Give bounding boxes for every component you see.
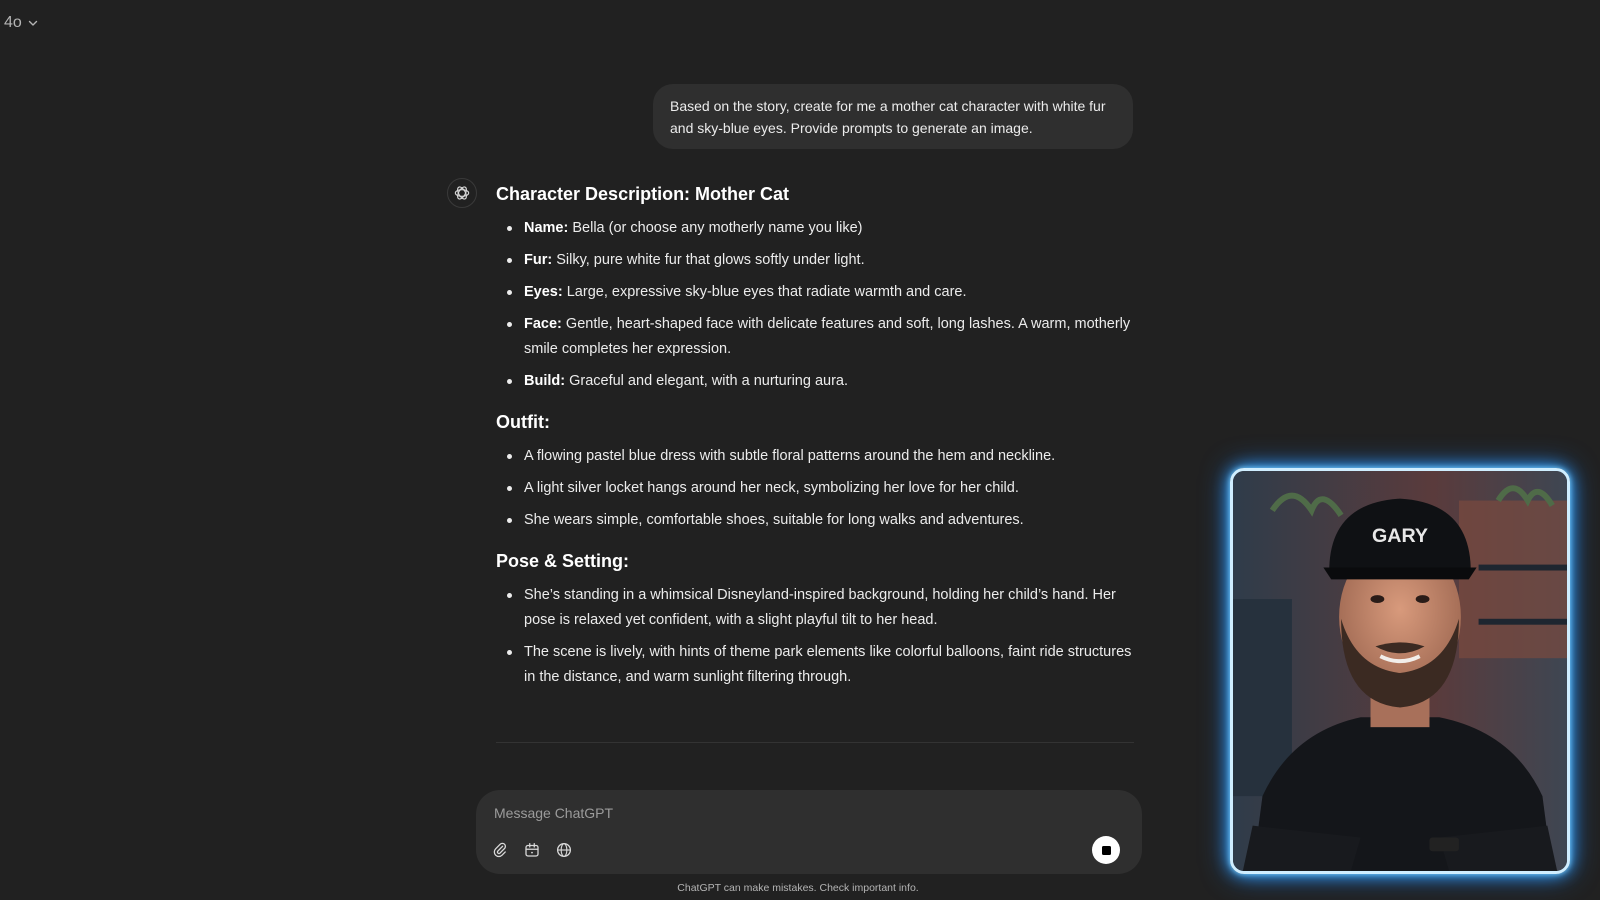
attach-icon (491, 841, 509, 859)
webcam-overlay (1230, 468, 1570, 874)
pose-heading: Pose & Setting: (496, 551, 630, 571)
item-text: Gentle, heart-shaped face with delicate features and soft, long lashes. A warm, motherly smile completes her expression. (524, 316, 1131, 357)
list-item (524, 280, 1136, 305)
composer (476, 790, 1142, 874)
divider (496, 742, 1134, 743)
composer-tools (490, 840, 574, 860)
item-text: Silky, pure white fur that glows softly under light. (552, 252, 865, 268)
stop-icon (1102, 846, 1111, 855)
item-text: Graceful and elegant, with a nurturing aura. (565, 373, 848, 389)
user-message-bubble: Based on the story, create for me a mother cat character with white fur and sky-blue eyes. Provide prompts to generate an image. (653, 84, 1133, 149)
list-item: She wears simple, comfortable shoes, suitable for long walks and adventures. (524, 508, 1136, 533)
item-text: Bella (or choose any motherly name you like) (568, 220, 863, 236)
model-label: 4o (4, 14, 22, 31)
list-item (524, 369, 1136, 394)
disclaimer-text: ChatGPT can make mistakes. Check important info. (677, 882, 919, 894)
pose-list (496, 583, 1136, 690)
list-item: A light silver locket hangs around her neck, symbolizing her love for her child. (524, 476, 1136, 501)
chevron-down-icon (27, 17, 39, 29)
openai-logo-icon (452, 183, 472, 203)
outfit-list (496, 444, 1136, 533)
description-list (496, 216, 1136, 394)
item-text: Large, expressive sky-blue eyes that radiate warmth and care. (562, 284, 967, 300)
stop-button[interactable] (1092, 836, 1120, 864)
item-label: Build: (524, 373, 566, 389)
webcam-person-image (1233, 471, 1567, 871)
item-label: Eyes: (524, 284, 563, 300)
cap-text: GARY (1372, 524, 1428, 547)
search-web-button[interactable] (554, 840, 574, 860)
assistant-avatar (447, 178, 477, 208)
message-input[interactable] (492, 802, 1092, 824)
model-selector[interactable] (4, 14, 39, 32)
assistant-response (496, 180, 1136, 697)
globe-icon (555, 841, 573, 859)
list-item (524, 312, 1136, 362)
list-item (524, 248, 1136, 273)
item-label: Name: (524, 220, 569, 236)
list-item: She’s standing in a whimsical Disneyland-inspired background, holding her child’s hand. Her pose is relaxed yet confident, with a slight playful tilt to her head. (524, 583, 1136, 633)
attach-button[interactable] (490, 840, 510, 860)
list-item: A flowing pastel blue dress with subtle floral patterns around the hem and neckline. (524, 444, 1136, 469)
response-title: Character Description: Mother Cat (496, 184, 790, 204)
item-label: Face: (524, 316, 562, 332)
list-item: The scene is lively, with hints of theme park elements like colorful balloons, faint ride structures in the distance, and warm sunlight filtering through. (524, 640, 1136, 690)
list-item (524, 216, 1136, 241)
calendar-icon (523, 841, 541, 859)
outfit-heading: Outfit: (496, 412, 550, 432)
calendar-button[interactable] (522, 840, 542, 860)
item-label: Fur: (524, 252, 553, 268)
